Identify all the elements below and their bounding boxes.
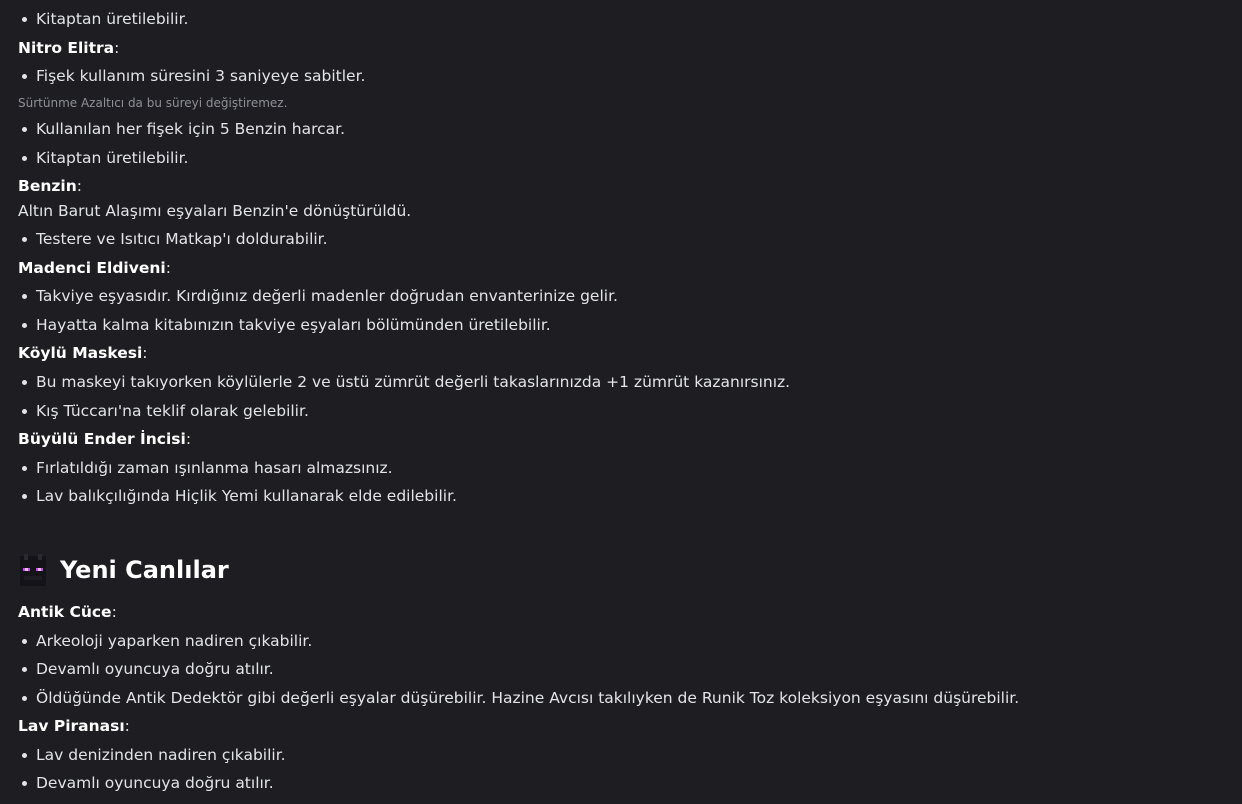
- list-item: Fırlatıldığı zaman ışınlanma hasarı almazsınız.: [18, 458, 393, 478]
- section-heading: [18, 552, 229, 588]
- list-item: Lav balıkçılığında Hiçlik Yemi kullanarak elde edilebilir.: [18, 486, 457, 506]
- list-item: Bu maskeyi takıyorken köylülerle 2 ve üstü zümrüt değerli takaslarınızda +1 zümrüt kazanırsınız.: [18, 372, 790, 392]
- section-title: Yeni Canlılar: [60, 556, 229, 584]
- list-item: Hayatta kalma kitabınızın takviye eşyaları bölümünden üretilebilir.: [18, 315, 551, 335]
- subtext: Sürtünme Azaltıcı da bu süreyi değiştiremez.: [18, 96, 288, 110]
- paragraph: Altın Barut Alaşımı eşyaları Benzin'e dönüştürüldü.: [18, 202, 412, 220]
- list-item: Arkeoloji yaparken nadiren çıkabilir.: [18, 631, 312, 651]
- list-item: Fişek kullanım süresini 3 saniyeye sabitler.: [18, 66, 365, 86]
- item-title-benzin: Benzin:: [18, 177, 82, 195]
- list-item: Kış Tüccarı'na teklif olarak gelebilir.: [18, 401, 309, 421]
- list-item: Devamlı oyuncuya doğru atılır.: [18, 773, 274, 793]
- enderman-icon: [18, 552, 50, 588]
- list-item: Kitaptan üretilebilir.: [18, 9, 188, 29]
- item-title-ender: Büyülü Ender İncisi:: [18, 430, 192, 448]
- item-title-cuce: Antik Cüce:: [18, 603, 117, 621]
- item-title-nitro: Nitro Elitra:: [18, 39, 120, 57]
- list-item: Öldüğünde Antik Dedektör gibi değerli eşyalar düşürebilir. Hazine Avcısı takılıyken de Runik Toz koleksiyon eşyasını düşürebilir.: [18, 688, 1019, 708]
- list-item: Takviye eşyasıdır. Kırdığınız değerli madenler doğrudan envanterinize gelir.: [18, 286, 618, 306]
- list-item: Kitaptan üretilebilir.: [18, 148, 188, 168]
- list-item: Kullanılan her fişek için 5 Benzin harcar.: [18, 119, 345, 139]
- item-title-piranha: Lav Piranası:: [18, 717, 130, 735]
- list-item: Testere ve Isıtıcı Matkap'ı doldurabilir.: [18, 229, 328, 249]
- item-title-madenci: Madenci Eldiveni:: [18, 259, 171, 277]
- list-item: Lav denizinden nadiren çıkabilir.: [18, 745, 286, 765]
- list-item: Devamlı oyuncuya doğru atılır.: [18, 659, 274, 679]
- item-title-koylu: Köylü Maskesi:: [18, 344, 148, 362]
